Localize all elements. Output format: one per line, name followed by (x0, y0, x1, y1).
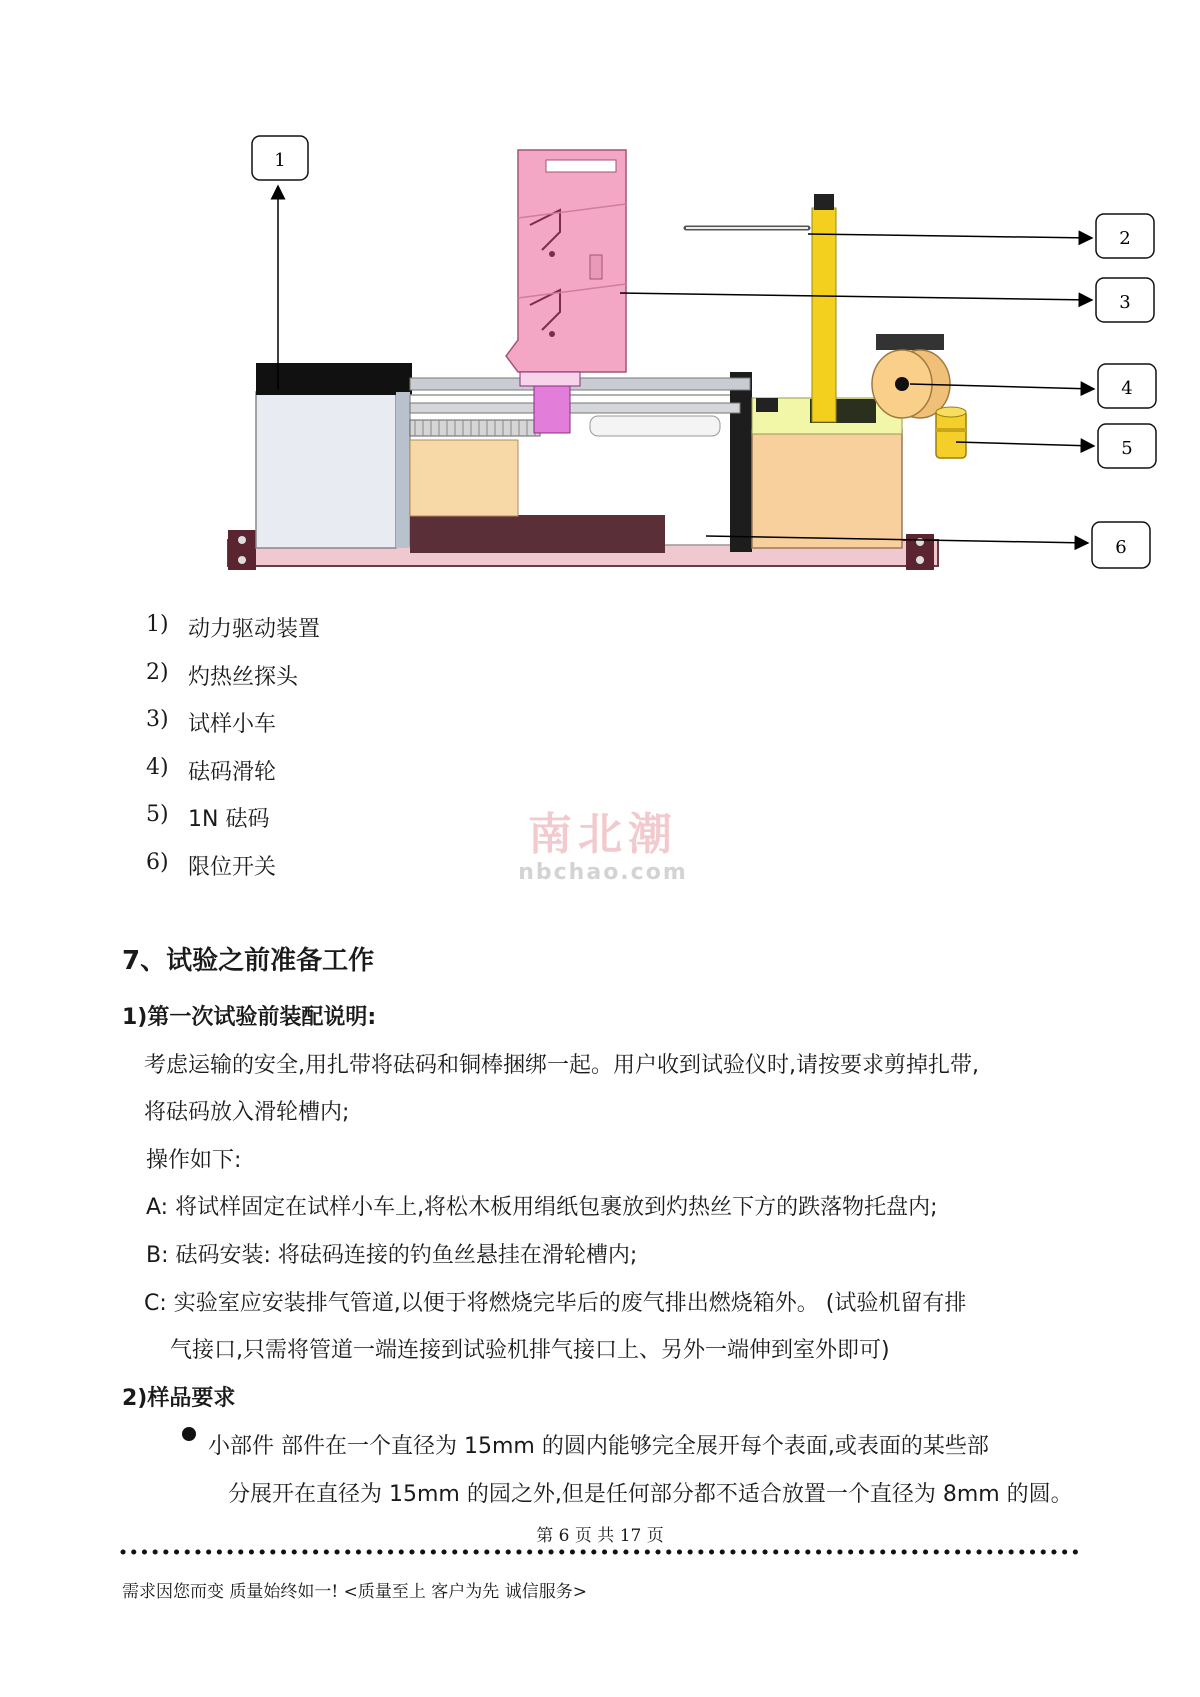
weight-pulley (872, 334, 950, 418)
callout-2 (808, 214, 1154, 258)
watermark-en: nbchao.com (518, 860, 688, 885)
specimen-carriage (506, 150, 626, 433)
step-c: C: 实验室应安装排气管道,以便于将燃烧完毕后的废气排出燃烧箱外。 (试验机留有排 (144, 1291, 967, 1316)
svg-text:1: 1 (274, 150, 286, 171)
callout-1 (252, 136, 308, 390)
svg-text:6: 6 (1115, 537, 1127, 558)
watermark-cn: 南北潮 (528, 809, 678, 860)
callout-5 (956, 424, 1156, 468)
step-c-cont: 气接口,只需将管道一端连接到试验机排气接口上、另外一端伸到室外即可) (170, 1338, 890, 1363)
bullet-text-line1: 小部件 部件在一个直径为 15mm 的圆内能够完全展开每个表面,或表面的某些部 (208, 1434, 989, 1459)
document-page: 1 2 3 4 5 6 1) 动力驱动装置 2) 灼热丝探头 3) 试样小车 4) 砝码滑轮 5) 1N 砝码 6) 限位开关 南北潮 nbchao.com 7、试验之前准备工作 1)第一次试验前装配说明: 考虑运输的安全,用扎带将砝码和铜棒捆绑一起。用户收到试验仪时,请按要求剪掉扎带, 将砝码放入滑轮槽内; 操作如下: A: 将试样固定在试样小车上,将松木板用绢纸包裹放到灼热丝下方的跌落物托盘内; B: 砝码安装: 将砝码连接的钓鱼丝悬挂在滑轮槽内; C: 实验室应安装排气管道,以便于将燃烧完毕后的废气排出燃烧箱外。 (试验机留有排 气接口,只需将管道一端连接到试验机排气接口上、另外一端伸到室外即可) 2)样品要求 小部件 部件在一个直径为 15mm 的圆内能够完全展开每个表面,或表面的某些部 分展开在直径为 15mm 的园之外,但是任何部分都不适合放置一个直径为 8mm 的圆。 第 6 页 共 17 页 需求因您而变 质量始终如一! <质量至上 客户为先 诚信服务> (0, 0, 1200, 1697)
weight-1n (936, 407, 966, 458)
drive-unit (256, 363, 412, 548)
section-title: 7、试验之前准备工作 (122, 946, 375, 976)
bullet-icon (182, 1427, 196, 1441)
page-number: 第 6 页 共 17 页 (536, 1526, 664, 1546)
bullet-text-line2: 分展开在直径为 15mm 的园之外,但是任何部分都不适合放置一个直径为 8mm 的圆。 (228, 1482, 1073, 1507)
svg-text:4: 4 (1121, 378, 1133, 399)
paragraph-line: 将砝码放入滑轮槽内; (144, 1100, 350, 1125)
dotted-divider (120, 1548, 1082, 1556)
apparatus-figure (0, 0, 1200, 600)
callout-3 (620, 278, 1154, 322)
svg-text:3: 3 (1119, 292, 1131, 313)
step-b: B: 砝码安装: 将砝码连接的钓鱼丝悬挂在滑轮槽内; (146, 1243, 638, 1268)
footer-slogan: 需求因您而变 质量始终如一! <质量至上 客户为先 诚信服务> (122, 1582, 587, 1602)
subsection-title-1: 1)第一次试验前装配说明: (122, 1005, 377, 1030)
paragraph-line: 考虑运输的安全,用扎带将砝码和铜棒捆绑一起。用户收到试验仪时,请按要求剪掉扎带, (144, 1053, 979, 1078)
svg-text:2: 2 (1119, 228, 1131, 249)
subsection-title-2: 2)样品要求 (122, 1386, 236, 1411)
watermark (518, 810, 688, 886)
paragraph-line: 操作如下: (146, 1148, 242, 1173)
lead-screw (410, 420, 540, 436)
svg-text:5: 5 (1121, 438, 1133, 459)
step-a: A: 将试样固定在试样小车上,将松木板用绢纸包裹放到灼热丝下方的跌落物托盘内; (146, 1195, 938, 1220)
